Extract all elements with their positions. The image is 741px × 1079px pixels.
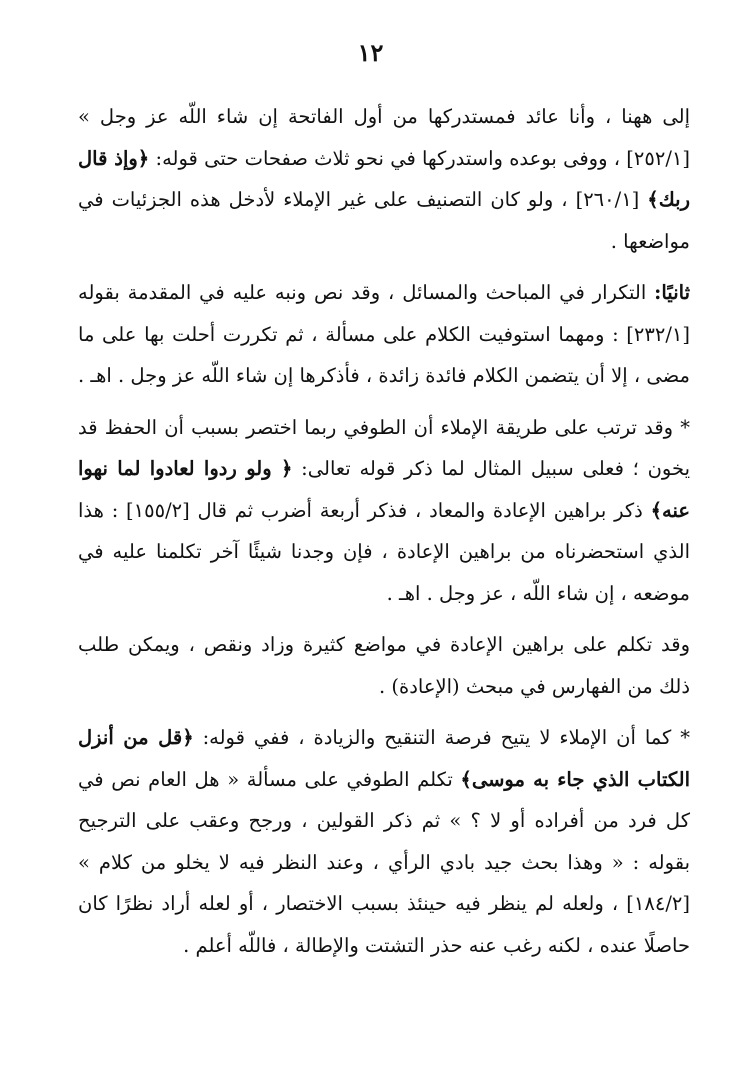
quran-quote: ﴿ ولو ردوا لعادوا لما نهوا عنه﴾ — [78, 457, 690, 522]
quran-quote: ﴿وإذ قال ربك﴾ — [78, 146, 690, 211]
paragraph-text: * كما أن الإملاء لا يتيح فرصة التنقيح والزيادة ، ففي قوله: — [193, 726, 691, 749]
paragraph-text: وقد تكلم على براهين الإعادة في مواضع كثيرة وزاد ونقص ، ويمكن طلب ذلك من الفهارس في مبحث (الإعادة) . — [78, 633, 690, 698]
paragraph-3 — [78, 407, 690, 615]
paragraph-text: ذكر براهين الإعادة والمعاد ، فذكر أربعة أضرب ثم قال [١٥٥/٢] : هذا الذي استحضرناه من براهين الإعادة ، فإن وجدنا شيئًا آخر تكلمنا عليه في موضعه ، إن شاء اللّه ، عز وجل . اهـ . — [78, 498, 690, 605]
paragraph-text: * وقد ترتب على طريقة الإملاء أن الطوفي ربما اختصر بسبب أن الحفظ قد يخون ؛ فعلى سبيل المثال لما ذكر قوله تعالى: — [78, 415, 691, 480]
paragraph-5 — [78, 717, 690, 966]
paragraph-1 — [78, 96, 690, 262]
paragraph-2 — [78, 272, 690, 397]
section-lead: ثانيًا: — [654, 281, 690, 304]
paragraph-text: إلى ههنا ، وأنا عائد فمستدركها من أول الفاتحة إن شاء اللّه عز وجل » [٢٥٢/١] ، ووفى بوعده واستدركها في نحو ثلاث صفحات حتى قوله: — [78, 105, 690, 170]
paragraph-text: تكلم الطوفي على مسألة « هل العام نص في كل فرد من أفراده أو لا ؟ » ثم ذكر القولين ، ورجح وعقب على الترجيح بقوله : « وهذا بحث جيد بادي الرأي ، وعند النظر فيه لا يخلو من كلام » [١٨٤/٢] ، ولعله لم ينظر فيه حينئذ بسبب الاختصار ، أو لعله أراد نظرًا كان حاصلًا عنده ، لكنه رغب عنه حذر التشتت والإطالة ، فاللّه أعلم . — [78, 767, 690, 957]
quran-quote: ﴿قل من أنزل الكتاب الذي جاء به موسى﴾ — [78, 726, 690, 791]
body-text — [78, 96, 690, 966]
paragraph-text: التكرار في المباحث والمسائل ، وقد نص ونبه عليه في المقدمة بقوله [٢٣٢/١] : ومهما استوفيت الكلام على مسألة ، ثم تكررت أحلت بها على ما مضى ، إلا أن يتضمن الكلام فائدة زائدة ، فأذكرها إن شاء اللّه عز وجل . اهـ . — [78, 281, 690, 387]
paragraph-text: [٢٦٠/١] ، ولو كان التصنيف على غير الإملاء لأدخل هذه الجزئيات في مواضعها . — [78, 188, 690, 253]
paragraph-4 — [78, 624, 690, 707]
page-number: ١٢ — [357, 38, 384, 67]
